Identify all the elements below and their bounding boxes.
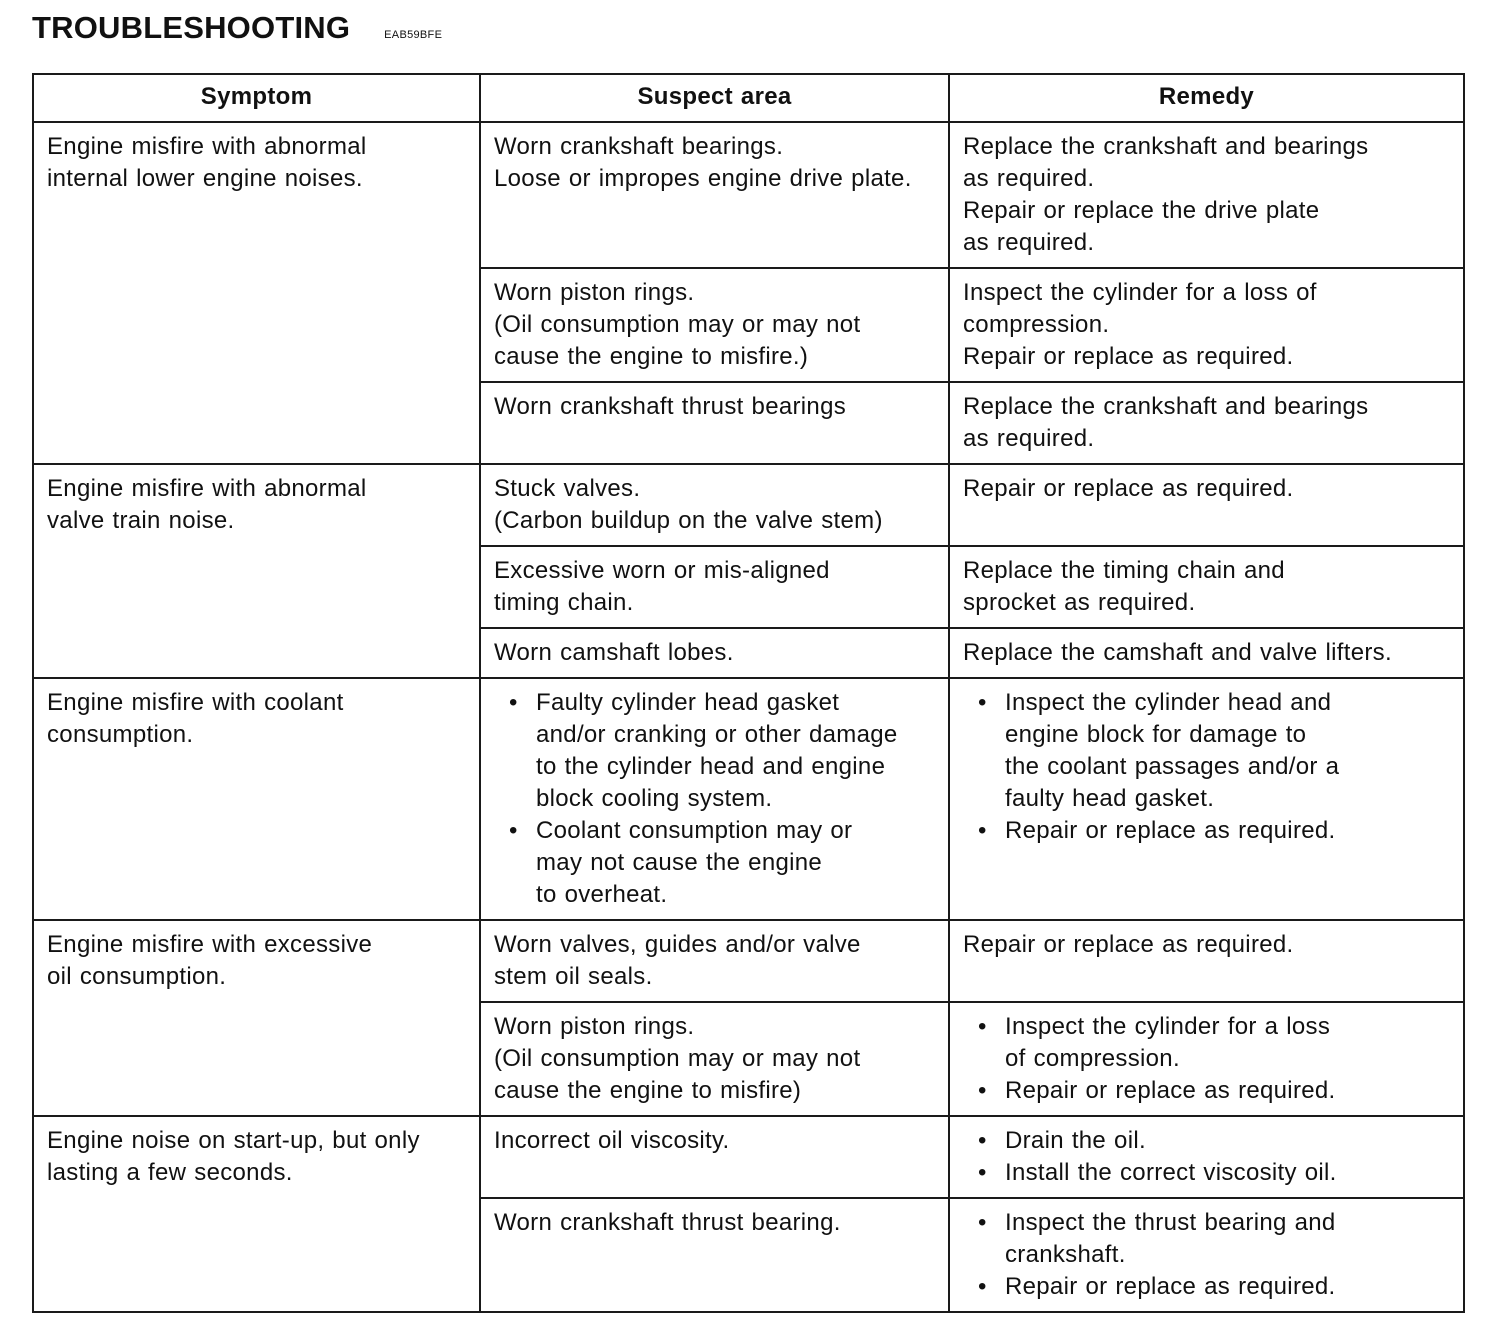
suspect-line: Worn crankshaft thrust bearings: [494, 393, 847, 420]
column-header-symptom: Symptom: [33, 74, 480, 122]
remedy-bullet-list: [963, 687, 1451, 847]
remedy-bullet-line: • Repair or replace as required.: [1005, 817, 1336, 844]
table-header-row: [33, 74, 1464, 122]
remedy-bullet-line: the coolant passages and/or a: [1005, 753, 1340, 780]
symptom-line: lasting a few seconds.: [47, 1159, 293, 1186]
suspect-area-cell: [480, 1198, 949, 1312]
suspect-area-cell: [480, 268, 949, 382]
remedy-line: as required.: [963, 165, 1095, 192]
symptom-line: Engine noise on start-up, but only: [47, 1127, 420, 1154]
suspect-line: Worn crankshaft thrust bearing.: [494, 1209, 841, 1236]
suspect-bullet-line: may not cause the engine: [536, 849, 823, 876]
remedy-cell: [949, 1116, 1464, 1198]
remedy-cell: [949, 268, 1464, 382]
symptom-line: Engine misfire with excessive: [47, 931, 373, 958]
suspect-area-cell: [480, 920, 949, 1002]
suspect-line: stem oil seals.: [494, 963, 653, 990]
suspect-bullet-line: to overheat.: [536, 881, 668, 908]
remedy-cell: [949, 1198, 1464, 1312]
suspect-line: Worn crankshaft bearings.: [494, 133, 784, 160]
suspect-bullet-item: [536, 815, 936, 911]
suspect-bullet-line: • Coolant consumption may or: [536, 817, 853, 844]
remedy-bullet-line: • Install the correct viscosity oil.: [1005, 1159, 1337, 1186]
column-header-suspect-area: Suspect area: [480, 74, 949, 122]
suspect-bullet-line: • Faulty cylinder head gasket: [536, 689, 840, 716]
troubleshooting-table: [32, 73, 1465, 1313]
page-header: [32, 10, 442, 54]
table-row: [33, 920, 1464, 1002]
remedy-line: sprocket as required.: [963, 589, 1196, 616]
remedy-cell: [949, 382, 1464, 464]
remedy-bullet-line: • Drain the oil.: [1005, 1127, 1146, 1154]
symptom-line: Engine misfire with abnormal: [47, 133, 367, 160]
column-header-remedy: Remedy: [949, 74, 1464, 122]
table-row: [33, 678, 1464, 920]
remedy-line: Repair or replace as required.: [963, 931, 1294, 958]
suspect-line: (Carbon buildup on the valve stem): [494, 507, 883, 534]
suspect-area-cell: [480, 1002, 949, 1116]
remedy-cell: [949, 628, 1464, 678]
remedy-bullet-item: [1005, 1271, 1451, 1303]
suspect-area-cell: [480, 678, 949, 920]
symptom-line: Engine misfire with coolant: [47, 689, 344, 716]
remedy-bullet-item: [1005, 1157, 1451, 1189]
remedy-bullet-line: engine block for damage to: [1005, 721, 1307, 748]
suspect-line: Incorrect oil viscosity.: [494, 1127, 730, 1154]
remedy-cell: [949, 920, 1464, 1002]
remedy-bullet-line: • Inspect the thrust bearing and: [1005, 1209, 1336, 1236]
remedy-line: Repair or replace the drive plate: [963, 197, 1320, 224]
remedy-cell: [949, 1002, 1464, 1116]
page-title: TROUBLESHOOTING: [32, 10, 351, 45]
table-row: [33, 1116, 1464, 1198]
suspect-line: Worn piston rings.: [494, 279, 695, 306]
suspect-area-cell: [480, 1116, 949, 1198]
remedy-bullet-line: • Inspect the cylinder head and: [1005, 689, 1332, 716]
suspect-area-cell: [480, 628, 949, 678]
symptom-cell: [33, 122, 480, 464]
symptom-cell: [33, 678, 480, 920]
table-row: [33, 122, 1464, 268]
remedy-bullet-list: [963, 1011, 1451, 1107]
document-code: EAB59BFE: [384, 29, 443, 41]
suspect-line: Excessive worn or mis-aligned: [494, 557, 830, 584]
remedy-cell: [949, 546, 1464, 628]
symptom-cell: [33, 464, 480, 678]
suspect-line: (Oil consumption may or may not: [494, 1045, 861, 1072]
suspect-area-cell: [480, 546, 949, 628]
remedy-bullet-item: [1005, 1075, 1451, 1107]
remedy-cell: [949, 678, 1464, 920]
suspect-line: cause the engine to misfire): [494, 1077, 802, 1104]
remedy-bullet-line: • Repair or replace as required.: [1005, 1273, 1336, 1300]
table-body: [33, 122, 1464, 1312]
remedy-bullet-item: [1005, 1011, 1451, 1075]
suspect-line: timing chain.: [494, 589, 634, 616]
suspect-bullet-line: block cooling system.: [536, 785, 773, 812]
suspect-line: Worn camshaft lobes.: [494, 639, 734, 666]
suspect-area-cell: [480, 382, 949, 464]
remedy-bullet-list: [963, 1207, 1451, 1303]
symptom-cell: [33, 920, 480, 1116]
remedy-line: Replace the crankshaft and bearings: [963, 133, 1369, 160]
remedy-line: Replace the crankshaft and bearings: [963, 393, 1369, 420]
suspect-line: Loose or impropes engine drive plate.: [494, 165, 912, 192]
remedy-bullet-line: of compression.: [1005, 1045, 1180, 1072]
remedy-bullet-line: • Repair or replace as required.: [1005, 1077, 1336, 1104]
suspect-bullet-line: and/or cranking or other damage: [536, 721, 898, 748]
remedy-bullet-item: [1005, 815, 1451, 847]
remedy-line: compression.: [963, 311, 1110, 338]
remedy-bullet-item: [1005, 1125, 1451, 1157]
remedy-line: Repair or replace as required.: [963, 343, 1294, 370]
suspect-line: Worn valves, guides and/or valve: [494, 931, 861, 958]
suspect-line: (Oil consumption may or may not: [494, 311, 861, 338]
suspect-area-cell: [480, 464, 949, 546]
symptom-line: consumption.: [47, 721, 194, 748]
table-row: [33, 464, 1464, 546]
remedy-line: Replace the timing chain and: [963, 557, 1285, 584]
suspect-bullet-list: [494, 687, 936, 911]
suspect-bullet-line: to the cylinder head and engine: [536, 753, 886, 780]
remedy-line: as required.: [963, 425, 1095, 452]
symptom-line: Engine misfire with abnormal: [47, 475, 367, 502]
remedy-line: Repair or replace as required.: [963, 475, 1294, 502]
remedy-bullet-item: [1005, 687, 1451, 815]
remedy-bullet-line: crankshaft.: [1005, 1241, 1126, 1268]
remedy-cell: [949, 464, 1464, 546]
remedy-bullet-line: faulty head gasket.: [1005, 785, 1215, 812]
suspect-line: cause the engine to misfire.): [494, 343, 809, 370]
remedy-bullet-list: [963, 1125, 1451, 1189]
symptom-line: valve train noise.: [47, 507, 235, 534]
symptom-line: internal lower engine noises.: [47, 165, 363, 192]
remedy-line: Inspect the cylinder for a loss of: [963, 279, 1317, 306]
remedy-bullet-line: • Inspect the cylinder for a loss: [1005, 1013, 1331, 1040]
remedy-line: as required.: [963, 229, 1095, 256]
suspect-line: Stuck valves.: [494, 475, 641, 502]
remedy-cell: [949, 122, 1464, 268]
suspect-line: Worn piston rings.: [494, 1013, 695, 1040]
suspect-bullet-item: [536, 687, 936, 815]
remedy-bullet-item: [1005, 1207, 1451, 1271]
symptom-cell: [33, 1116, 480, 1312]
suspect-area-cell: [480, 122, 949, 268]
symptom-line: oil consumption.: [47, 963, 227, 990]
remedy-line: Replace the camshaft and valve lifters.: [963, 639, 1392, 666]
